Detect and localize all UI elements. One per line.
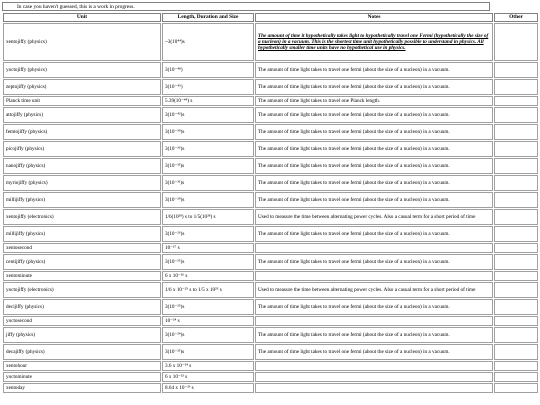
- unit-cell: yoctosecond: [3, 316, 161, 326]
- other-cell: [494, 327, 538, 343]
- notes-cell: The amount of time light takes to travel one fermi (about the size of a nucleon) in a vacuum.: [255, 175, 493, 191]
- notes-cell: The amount of time light takes to travel one fermi (about the size of a nucleon) in a vacuum.: [255, 124, 493, 140]
- column-header-length: Length, Duration and Size: [162, 13, 254, 22]
- table-row: [3, 361, 538, 371]
- unit-cell: xentosecond: [3, 243, 161, 253]
- unit-cell: picojiffy (physics): [3, 141, 161, 157]
- other-cell: [494, 226, 538, 242]
- unit-cell: decajiffy (physics): [3, 344, 161, 360]
- column-header-other: Other: [494, 13, 538, 22]
- table-row: [3, 226, 538, 242]
- length-cell: 10⁻²⁴ s: [162, 316, 254, 326]
- table-row: [3, 271, 538, 281]
- unit-cell: xentoday: [3, 383, 161, 393]
- notes-cell: The amount of time light takes to travel one fermi (about the size of a nucleon) in a vacuum.: [255, 79, 493, 95]
- notes-cell: [255, 383, 493, 393]
- time-units-table: [2, 12, 539, 394]
- other-cell: [494, 361, 538, 371]
- table-row: [3, 372, 538, 382]
- length-cell: 10⁻²⁷ s: [162, 243, 254, 253]
- notes-cell: The amount of time light takes to travel one fermi (about the size of a nucleon) in a vacuum.: [255, 254, 493, 270]
- length-cell: 1/6(10²⁸) s to 1/5(10²⁸) s: [162, 209, 254, 225]
- table-row: [3, 243, 538, 253]
- length-cell: 1/6 x 10⁻²⁵ s to 1/5 x 10²⁵ s: [162, 282, 254, 298]
- length-cell: 3(10⁻²⁹)s: [162, 192, 254, 208]
- length-cell: 5.39(10⁻⁴⁴) s: [162, 96, 254, 106]
- unit-cell: nanojiffy (physics): [3, 158, 161, 174]
- unit-cell: millijiffy (physics): [3, 192, 161, 208]
- table-row: [3, 124, 538, 140]
- length-cell: 3(10⁻³¹)s: [162, 175, 254, 191]
- notes-cell: Used to measure the time between alternating power cycles. Also a casual term for a short period of time: [255, 209, 493, 225]
- table-row: [3, 254, 538, 270]
- length-cell: ~3(10⁴⁴)s: [162, 23, 254, 61]
- other-cell: [494, 243, 538, 253]
- table-row: [3, 344, 538, 360]
- unit-cell: femtojiffy (physics): [3, 124, 161, 140]
- other-cell: [494, 79, 538, 95]
- length-cell: 3(10⁻⁴⁸): [162, 62, 254, 78]
- table-row: [3, 158, 538, 174]
- notes-cell: [255, 316, 493, 326]
- notes-cell: The amount of time light takes to travel one Planck length.: [255, 96, 493, 106]
- notes-cell: The amount of time light takes to travel one fermi (about the size of a nucleon) in a vacuum.: [255, 192, 493, 208]
- unit-cell: myriojiffy (physics): [3, 175, 161, 191]
- other-cell: [494, 271, 538, 281]
- unit-cell: millijiffy (physics): [3, 226, 161, 242]
- other-cell: [494, 96, 538, 106]
- unit-cell: xentohour: [3, 361, 161, 371]
- other-cell: [494, 23, 538, 61]
- other-cell: [494, 282, 538, 298]
- unit-cell: xentominute: [3, 271, 161, 281]
- length-cell: 3(10⁻³⁹)s: [162, 124, 254, 140]
- length-cell: 3(10⁻⁴⁵): [162, 79, 254, 95]
- table-row: [3, 383, 538, 393]
- table-row: [3, 175, 538, 191]
- other-cell: [494, 383, 538, 393]
- table-body: [3, 23, 538, 393]
- length-cell: 6 x 10⁻²⁶ s: [162, 271, 254, 281]
- table-row: [3, 282, 538, 298]
- unit-cell: jiffy (physics): [3, 327, 161, 343]
- table-row: [3, 107, 538, 123]
- other-cell: [494, 344, 538, 360]
- other-cell: [494, 158, 538, 174]
- other-cell: [494, 209, 538, 225]
- column-header-unit: Unit: [3, 13, 161, 22]
- unit-cell: yoctojiffy (physics): [3, 62, 161, 78]
- table-row: [3, 209, 538, 225]
- length-cell: 3(10⁻²⁶)s: [162, 226, 254, 242]
- notes-cell: The amount of time light takes to travel one fermi (about the size of a nucleon) in a vacuum.: [255, 62, 493, 78]
- table-row: [3, 96, 538, 106]
- table-row: [3, 316, 538, 326]
- table-row: [3, 327, 538, 343]
- unit-cell: zeptojiffy (physics): [3, 79, 161, 95]
- notes-cell: The amount of time light takes to travel one fermi (about the size of a nucleon) in a vacuum.: [255, 141, 493, 157]
- length-cell: 8.64 x 10⁻²³ s: [162, 383, 254, 393]
- other-cell: [494, 316, 538, 326]
- notes-cell: The amount of time light takes to travel one fermi (about the size of a nucleon) in a vacuum.: [255, 327, 493, 343]
- length-cell: 3(10⁻⁴²)s: [162, 107, 254, 123]
- other-cell: [494, 254, 538, 270]
- notes-cell: The amount of time it hypothetically takes light to hypothetically travel one Fermi (hypothetically the size of a nucleon) in a vacuum. This is the shortest time unit hypothetically possible to understand in physics. All hypothetically smaller time units have no hypothetical use in physics.: [255, 23, 493, 61]
- unit-cell: centijiffy (physics): [3, 254, 161, 270]
- unit-cell: xentojiffy (electronics): [3, 209, 161, 225]
- unit-cell: attojiffy (physics): [3, 107, 161, 123]
- notes-cell: Used to measure the time between alternating power cycles. Also a casual term for a short period of time: [255, 282, 493, 298]
- other-cell: [494, 107, 538, 123]
- table-row: [3, 141, 538, 157]
- other-cell: [494, 124, 538, 140]
- length-cell: 3.6 x 10⁻²⁴ s: [162, 361, 254, 371]
- length-cell: 3(10⁻³³)s: [162, 158, 254, 174]
- other-cell: [494, 372, 538, 382]
- notes-cell: [255, 271, 493, 281]
- length-cell: 3(10⁻³⁶)s: [162, 141, 254, 157]
- table-row: [3, 62, 538, 78]
- length-cell: 3(10⁻²⁵)s: [162, 299, 254, 315]
- unit-cell: Planck time unit: [3, 96, 161, 106]
- other-cell: [494, 62, 538, 78]
- notes-cell: [255, 243, 493, 253]
- other-cell: [494, 192, 538, 208]
- length-cell: 6 x 10⁻²³ s: [162, 372, 254, 382]
- notes-cell: [255, 361, 493, 371]
- table-row: [3, 299, 538, 315]
- other-cell: [494, 141, 538, 157]
- work-in-progress-notice: In case you haven't guessed, this is a work in progress.: [2, 2, 490, 11]
- length-cell: 3(10⁻²⁵)s: [162, 254, 254, 270]
- unit-cell: yoctominute: [3, 372, 161, 382]
- notes-cell: The amount of time light takes to travel one fermi (about the size of a nucleon) in a vacuum.: [255, 158, 493, 174]
- notes-cell: The amount of time light takes to travel one fermi (about the size of a nucleon) in a vacuum.: [255, 226, 493, 242]
- unit-cell: yoctojiffy (electronics): [3, 282, 161, 298]
- length-cell: 3(10⁻²³)s: [162, 344, 254, 360]
- table-row: [3, 192, 538, 208]
- other-cell: [494, 299, 538, 315]
- unit-cell: xentojiffy (physics): [3, 23, 161, 61]
- unit-cell: decijiffy (physics): [3, 299, 161, 315]
- notes-cell: The amount of time light takes to travel one fermi (about the size of a nucleon) in a vacuum.: [255, 299, 493, 315]
- table-header-row: [3, 13, 538, 22]
- column-header-notes: Notes: [255, 13, 493, 22]
- table-row: [3, 23, 538, 61]
- notes-cell: [255, 372, 493, 382]
- length-cell: 3(10⁻²⁴)s: [162, 327, 254, 343]
- other-cell: [494, 175, 538, 191]
- notes-cell: The amount of time light takes to travel one fermi (about the size of a nucleon) in a vacuum.: [255, 107, 493, 123]
- notes-cell: The amount of time light takes to travel one fermi (about the size of a nucleon) in a vacuum.: [255, 344, 493, 360]
- table-row: [3, 79, 538, 95]
